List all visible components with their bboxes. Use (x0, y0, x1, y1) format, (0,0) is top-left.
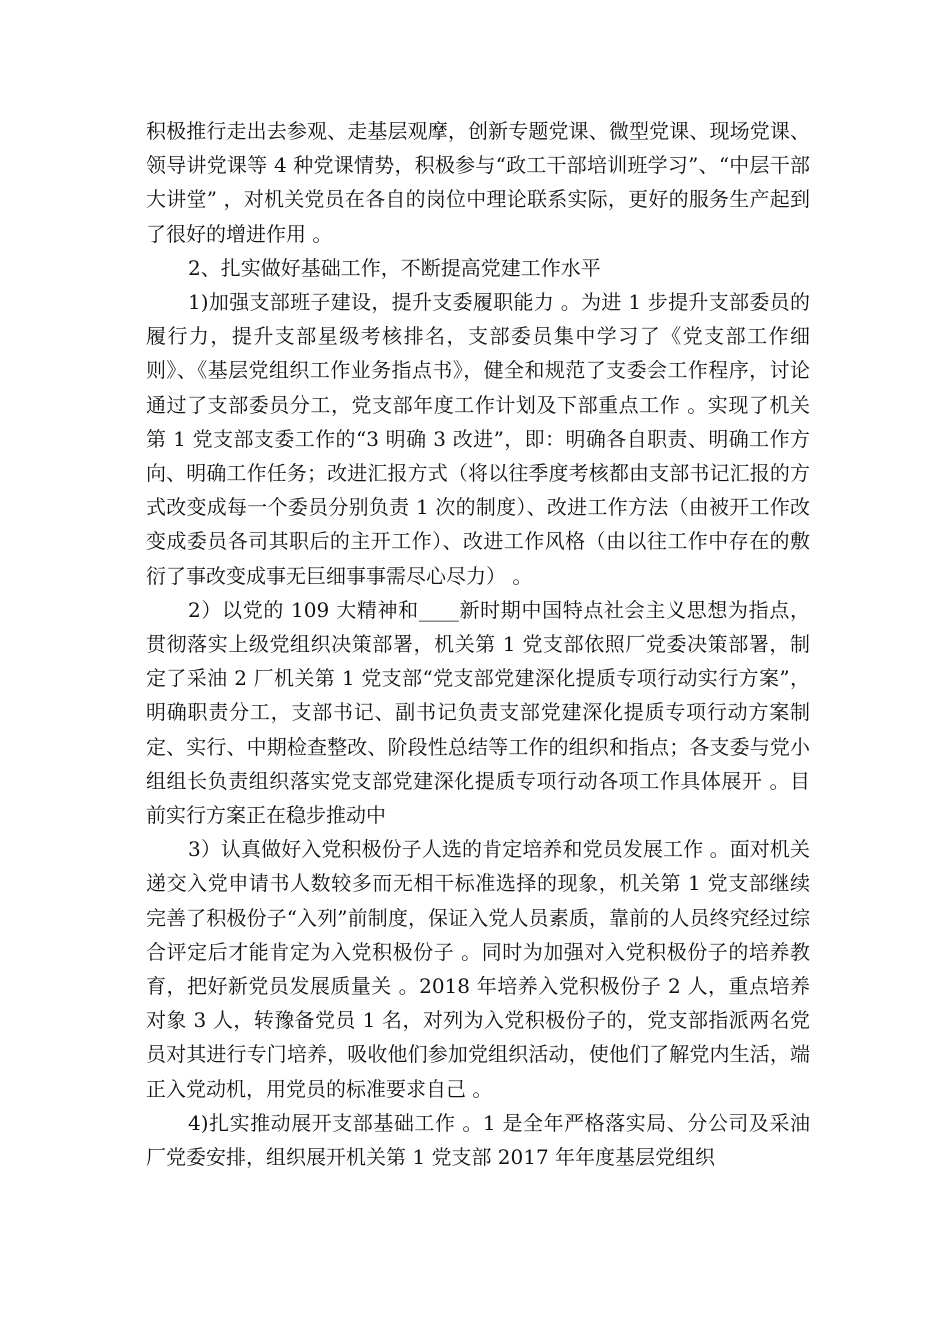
paragraph-branch-basic-work: 4)扎实推动展开支部基础工作 。1 是全年严格落实局、分公司及采油厂党委安排，组织展开机关第 1 党支部 2017 年年度基层党组织 (146, 1110, 810, 1170)
document-body (146, 114, 810, 1174)
paragraph-activist-cultivation: 3）认真做好入党积极份子人选的肯定培养和党员发展工作 。面对机关递交入党申请书人数较多而无相干标准选择的现象，机关第 1 党支部继续完善了积极份子“入列”前制度，保证入党人员素质，靠前的人员终究经过综合评定后才能肯定为入党积极份子 。同时为加强对入党积极份子的培养教育，把好新党员发展质量关 。2018 年培养入党积极份子 2 人，重点培养对象 3 人，转豫备党员 1 名，对列为入党积极份子的，党支部指派两名党员对其进行专门培养，吸收他们参加党组织活动，使他们了解党内生活，端正入党动机，用党员的标准要求自己 。 (146, 837, 810, 1101)
paragraph-branch-committee-building: 1)加强支部班子建设，提升支委履职能力 。为进 1 步提升支部委员的履行力，提升支部星级考核排名，支部委员集中学习了《党支部工作细则》、《基层党组织工作业务指点书》，健全和规范了支委会工作程序，讨论通过了支部委员分工，党支部年度工作计划及下部重点工作 。实现了机关第 1 党支部支委工作的“3 明确 3 改进”，即：明确各自职责、明确工作方向、明确工作任务；改进汇报方式（将以往季度考核都由支部书记汇报的方式改变成每一个委员分别负责 1 次的制度）、改进工作方法（由被开工作改变成委员各司其职后的主开工作）、改进工作风格（由以往工作中存在的敷衍了事改变成事无巨细事事需尽心尽力） 。 (146, 290, 810, 588)
paragraph-party-lecture-forms: 积极推行走出去参观、走基层观摩，创新专题党课、微型党课、现场党课、领导讲党课等 4 种党课情势，积极参与“政工干部培训班学习”、“中层干部大讲堂” ，对机关党员在各自的岗位中理论联系实际，更好的服务生产起到了很好的增进作用 。 (146, 119, 810, 246)
section-heading-foundation-work: 2、扎实做好基础工作，不断提高党建工作水平 (188, 255, 601, 280)
paragraph-party-spirit-implementation: 2）以党的 109 大精神和____新时期中国特点社会主义思想为指点，贯彻落实上级党组织决策部署，机关第 1 党支部依照厂党委决策部署，制定了采油 2 厂机关第 1 党支部“党支部党建深化提质专项行动实行方案”，明确职责分工，支部书记、副书记负责支部党建深化提质专项行动方案制定、实行、中期检查整改、阶段性总结等工作的组织和指点；各支委与党小组组长负责组织落实党支部党建深化提质专项行动各项工作具体展开 。目前实行方案正在稳步推动中 (146, 597, 810, 828)
